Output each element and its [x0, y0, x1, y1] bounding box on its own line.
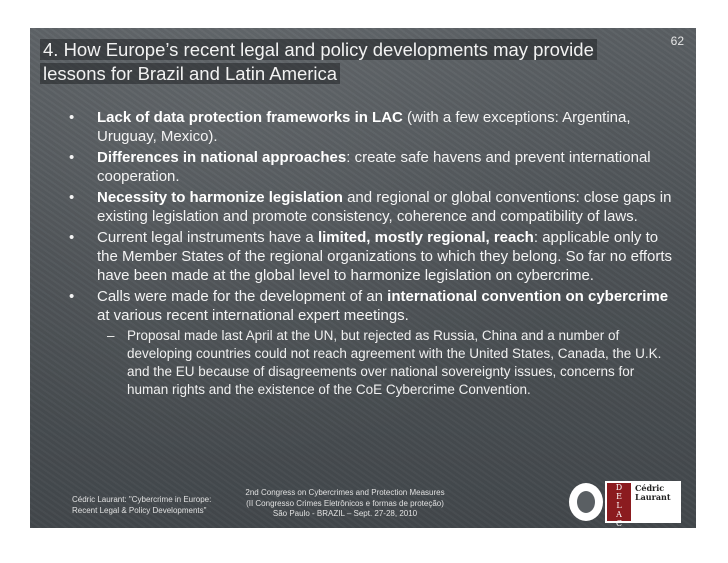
bullet-text: (with a few exceptions: Argentina, Uruguay, Mexico).	[97, 109, 631, 145]
bullet-item	[58, 108, 673, 146]
bullet-bold: Necessity to harmonize legislation	[97, 189, 343, 206]
slide-number: 62	[670, 34, 684, 48]
sub-bullet-dash: –	[107, 328, 115, 343]
author-logo	[569, 481, 684, 537]
bullet-dot: •	[69, 149, 75, 166]
slide	[30, 28, 696, 537]
bullet-dot: •	[69, 288, 75, 305]
logo-text: Cédric Laurant	[635, 483, 671, 502]
bullet-item	[58, 228, 673, 285]
sub-bullet-text: Proposal made last April at the UN, but rejected as Russia, China and a number of developing countries could not reach agreement with the United States, Canada, the U.K. and the EU because of disagreements over national sovereignty issues, concerns for human rights and the existence of the CoE Cybercrime Convention.	[127, 328, 662, 397]
bullet-bold: limited, mostly regional, reach	[317, 229, 534, 246]
bullet-item	[58, 148, 673, 186]
bullet-bold: international convention on cybercrime	[387, 288, 669, 305]
bullet-dot: •	[69, 229, 75, 246]
sub-bullet-list	[97, 327, 673, 399]
footer-author: Cédric Laurant: "Cybercrime in Europe: Recent Legal & Policy Developments"	[72, 495, 212, 515]
slide-title: 4. How Europe’s recent legal and policy developments may provide lessons for Brazil and Latin America	[40, 38, 660, 86]
bullet-list	[58, 108, 673, 401]
bullet-text: at various recent international expert meetings.	[97, 307, 409, 324]
footer-event: 2nd Congress on Cybercrimes and Protection Measures (II Congresso Crimes Eletrônicos e formas de proteção) São Paulo - BRAZIL – Sept. 27-28, 2010	[245, 488, 445, 518]
bullet-dot: •	[69, 189, 75, 206]
bullet-item	[58, 287, 673, 399]
logo-box	[605, 481, 681, 537]
logo-mark: D E L A C Y	[607, 483, 631, 521]
bullet-text: : create safe havens and prevent international cooperation.	[97, 149, 651, 185]
bullet-text: : applicable only to the Member States of the regional organizations to which they belong. So far no efforts have been made at the global level to harmonize legislation on cybercrime.	[97, 229, 673, 284]
bullet-text-pre: Current legal instruments have a	[97, 229, 318, 246]
bullet-dot: •	[69, 109, 75, 126]
bullet-text-pre: Calls were made for the development of an	[97, 288, 388, 305]
bullet-text: and regional or global conventions: close gaps in existing legislation and promote consistency, coherence and compatibility of laws.	[97, 189, 672, 225]
bullet-bold: Differences in national approaches	[97, 149, 347, 166]
logo-circle-icon	[569, 483, 603, 521]
bullet-bold: Lack of data protection frameworks in LAC	[97, 109, 403, 126]
bullet-item	[58, 188, 673, 226]
sub-bullet-item	[97, 327, 673, 399]
